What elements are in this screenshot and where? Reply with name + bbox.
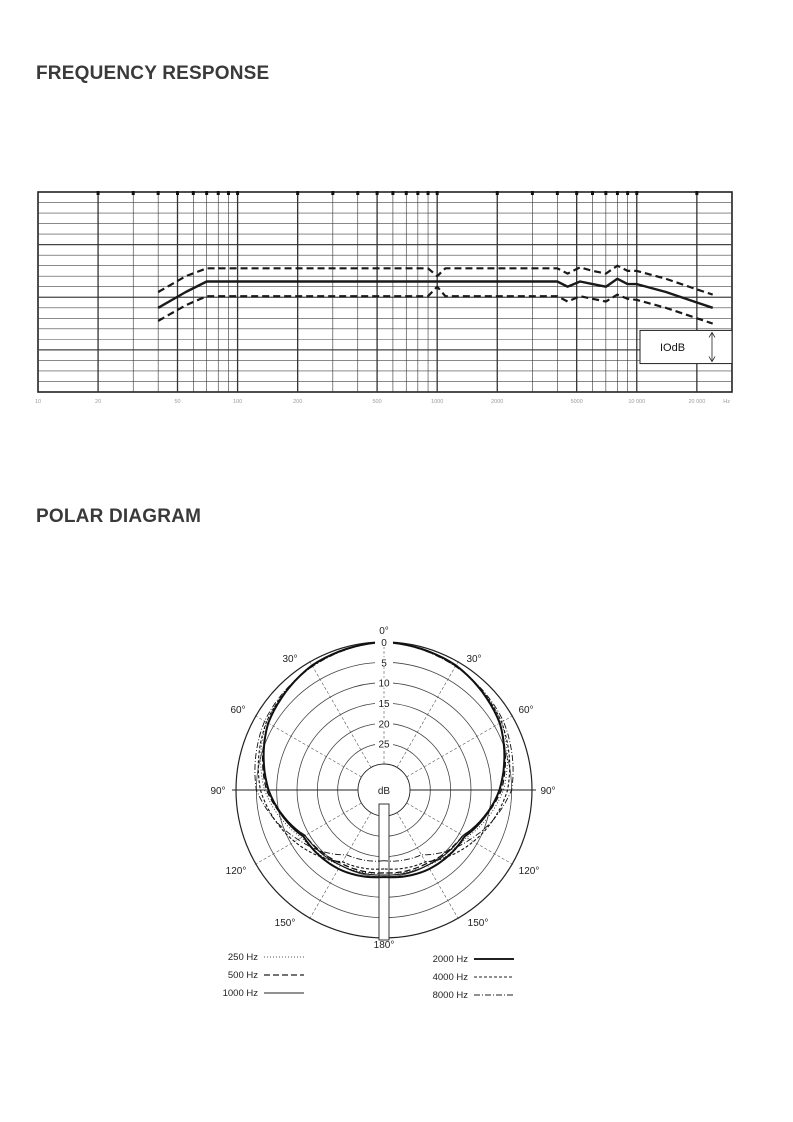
polar-ring-label: 25 (378, 739, 390, 751)
x-unit-label: Hz (723, 399, 730, 405)
polar-diagram-title: POLAR DIAGRAM (36, 506, 202, 527)
legend-label: 500 Hz (227, 970, 258, 981)
polar-unit-label: dB (377, 786, 391, 797)
polar-angle-label: 60° (518, 705, 534, 716)
polar-spoke (407, 715, 514, 777)
x-tick-label: 10 (34, 399, 42, 405)
polar-ring-label: 10 (378, 678, 390, 690)
frequency-response-title: FREQUENCY RESPONSE (36, 63, 270, 84)
polar-angle-label: 120° (225, 866, 247, 877)
polar-ring-label: 20 (378, 719, 390, 731)
polar-angle-label: 90° (210, 786, 226, 797)
legend-label: 250 Hz (227, 952, 258, 963)
polar-ring-label: 5 (381, 658, 387, 670)
x-tick-label: 50 (174, 399, 181, 405)
legend-label: 1000 Hz (222, 988, 258, 999)
polar-ring-label: 0 (381, 638, 387, 649)
polar-angle-label: 60° (230, 705, 246, 716)
polar-angle-label: 90° (540, 786, 556, 797)
polar-angle-label: 30° (282, 654, 298, 665)
x-tick-label: 20 (95, 399, 102, 405)
polar-ring-label: 15 (378, 699, 390, 710)
polar-angle-label: 180° (373, 940, 395, 951)
polar-spoke (309, 660, 371, 767)
polar-angle-label: 30° (466, 654, 482, 665)
polar-spoke (254, 715, 361, 777)
x-tick-label: 2000 (491, 399, 504, 405)
legend-label: 8000 Hz (432, 990, 468, 1001)
polar-angle-label: 150° (274, 918, 296, 929)
polar-stand (379, 804, 389, 940)
legend-label: 2000 Hz (432, 954, 468, 965)
x-tick-label: 500 (372, 399, 382, 405)
x-tick-label: 100 (232, 399, 243, 405)
polar-spoke (309, 813, 371, 920)
x-tick-label: 10 000 (628, 399, 646, 405)
polar-angle-label: 120° (518, 866, 540, 877)
x-tick-label: 1000 (431, 399, 444, 405)
polar-spoke (397, 660, 459, 767)
x-tick-label: 5000 (570, 399, 583, 405)
polar-spoke (397, 813, 459, 920)
scale-marker-label: IOdB (660, 342, 686, 354)
legend-label: 4000 Hz (432, 972, 468, 983)
polar-angle-label: 0° (379, 626, 389, 637)
x-tick-label: 20 000 (688, 399, 706, 405)
polar-angle-label: 150° (467, 918, 489, 929)
x-tick-label: 200 (293, 399, 303, 405)
polar-spoke (254, 803, 361, 865)
